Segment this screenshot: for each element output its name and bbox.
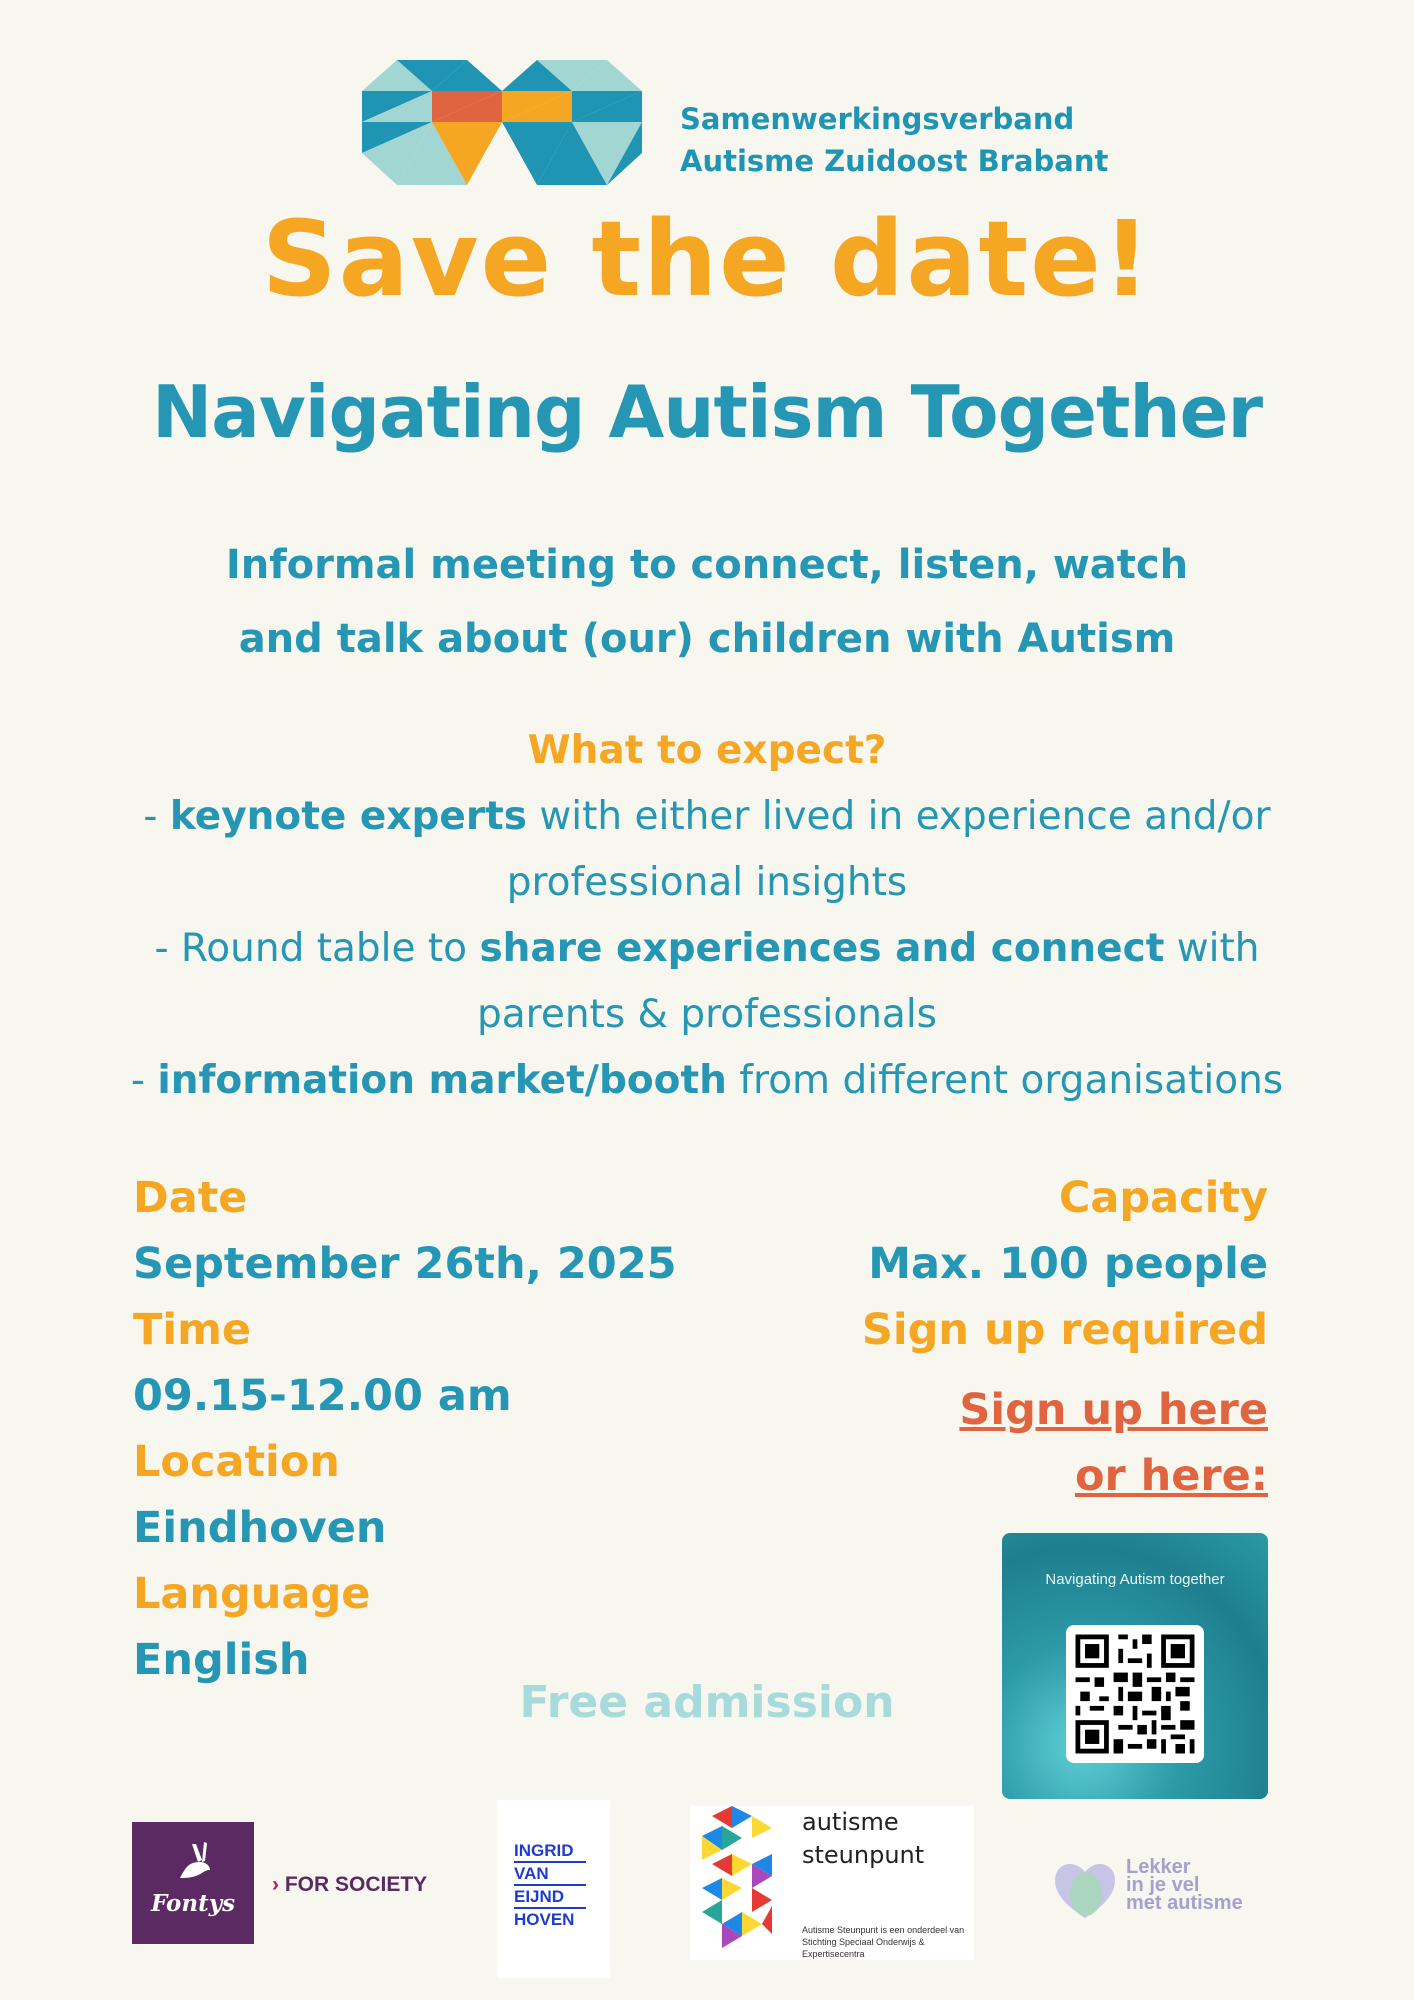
fontys-rabbit-icon — [172, 1840, 216, 1884]
ingrid-van-eijndhoven-logo — [497, 1800, 610, 1978]
expect-item-rest: with either lived in experience and/or professional insights — [506, 794, 1271, 905]
steunpunt-line2: steunpunt — [802, 1841, 925, 1869]
subtitle-line1: Informal meeting to connect, listen, watch — [225, 542, 1189, 588]
org-name-line2: Autisme Zuidoost Brabant — [680, 144, 1109, 178]
expect-item-bold: share experiences and connect — [479, 926, 1165, 971]
event-details — [133, 1165, 677, 1693]
sign-up-required: Sign up required — [861, 1305, 1268, 1355]
ingrid-line: EIJND — [514, 1886, 586, 1909]
save-the-date-headline: Save the date! — [261, 198, 1153, 320]
language-label: Language — [133, 1569, 371, 1619]
expect-item-rest: from different organisations — [726, 1058, 1284, 1103]
language-value: English — [133, 1635, 310, 1685]
qr-card-title: Navigating Autism together — [1045, 1571, 1225, 1588]
expect-item-rest: with parents & professionals — [477, 926, 1260, 1037]
lekker-in-je-vel-wordmark — [1126, 1858, 1243, 1912]
lekker-line3: met autisme — [1126, 1892, 1243, 1914]
expect-item-prefix: - Round table to — [154, 926, 480, 971]
for-society-label: FOR SOCIETY — [284, 1873, 428, 1896]
autisme-steunpunt-logo — [690, 1806, 974, 1960]
ingrid-line: VAN — [514, 1863, 586, 1886]
ingrid-wordmark — [514, 1840, 586, 1930]
fontys-wordmark: Fontys — [150, 1890, 236, 1917]
date-label: Date — [133, 1173, 248, 1223]
capacity-label: Capacity — [1058, 1173, 1268, 1223]
for-society-tagline — [272, 1873, 427, 1897]
date-value: September 26th, 2025 — [133, 1239, 677, 1289]
sign-up-link[interactable]: Sign up here — [959, 1385, 1268, 1435]
lekker-line2: in je vel — [1126, 1874, 1200, 1896]
time-value: 09.15-12.00 am — [133, 1371, 512, 1421]
event-title: Navigating Autism Together — [152, 370, 1262, 454]
what-to-expect-heading: What to expect? — [527, 728, 887, 773]
what-to-expect-section — [110, 718, 1304, 1114]
samenwerkingsverband-logo-icon — [362, 60, 642, 185]
lekker-line1: Lekker — [1126, 1856, 1191, 1878]
sign-up-alt-link[interactable]: or here: — [1074, 1451, 1268, 1501]
location-value: Eindhoven — [133, 1503, 387, 1553]
ingrid-line: HOVEN — [514, 1910, 575, 1929]
expect-item-information-market — [110, 1048, 1304, 1114]
expect-item-keynote — [110, 784, 1304, 916]
steunpunt-line1: autisme — [802, 1808, 899, 1836]
steunpunt-wordmark — [802, 1806, 924, 1872]
org-name-line1: Samenwerkingsverband — [680, 102, 1075, 136]
capacity-value: Max. 100 people — [868, 1239, 1268, 1289]
fontys-logo — [132, 1822, 254, 1944]
capacity-details — [862, 1165, 1268, 1509]
expect-item-prefix: - — [130, 1058, 158, 1103]
ingrid-line: INGRID — [514, 1840, 586, 1863]
expect-item-bold: keynote experts — [169, 794, 527, 839]
subtitle-line2: and talk about (our) children with Autism — [238, 616, 1176, 662]
expect-item-bold: information market/booth — [157, 1058, 727, 1103]
location-label: Location — [133, 1437, 340, 1487]
time-label: Time — [133, 1305, 252, 1355]
qr-code-card[interactable] — [1002, 1533, 1268, 1799]
expect-item-round-table — [110, 916, 1304, 1048]
steunpunt-mark-icon — [692, 1806, 784, 1956]
chevron-right-icon: › — [272, 1873, 279, 1896]
lekker-heart-icon — [1050, 1858, 1120, 1922]
steunpunt-note: Autisme Steunpunt is een onderdeel van Stichting Speciaal Onderwijs & Expertisecentra — [802, 1925, 965, 1959]
free-admission-text: Free admission — [519, 1677, 895, 1728]
event-subtitle — [0, 528, 1414, 676]
org-name — [680, 98, 1108, 182]
expect-item-prefix: - — [143, 794, 170, 839]
